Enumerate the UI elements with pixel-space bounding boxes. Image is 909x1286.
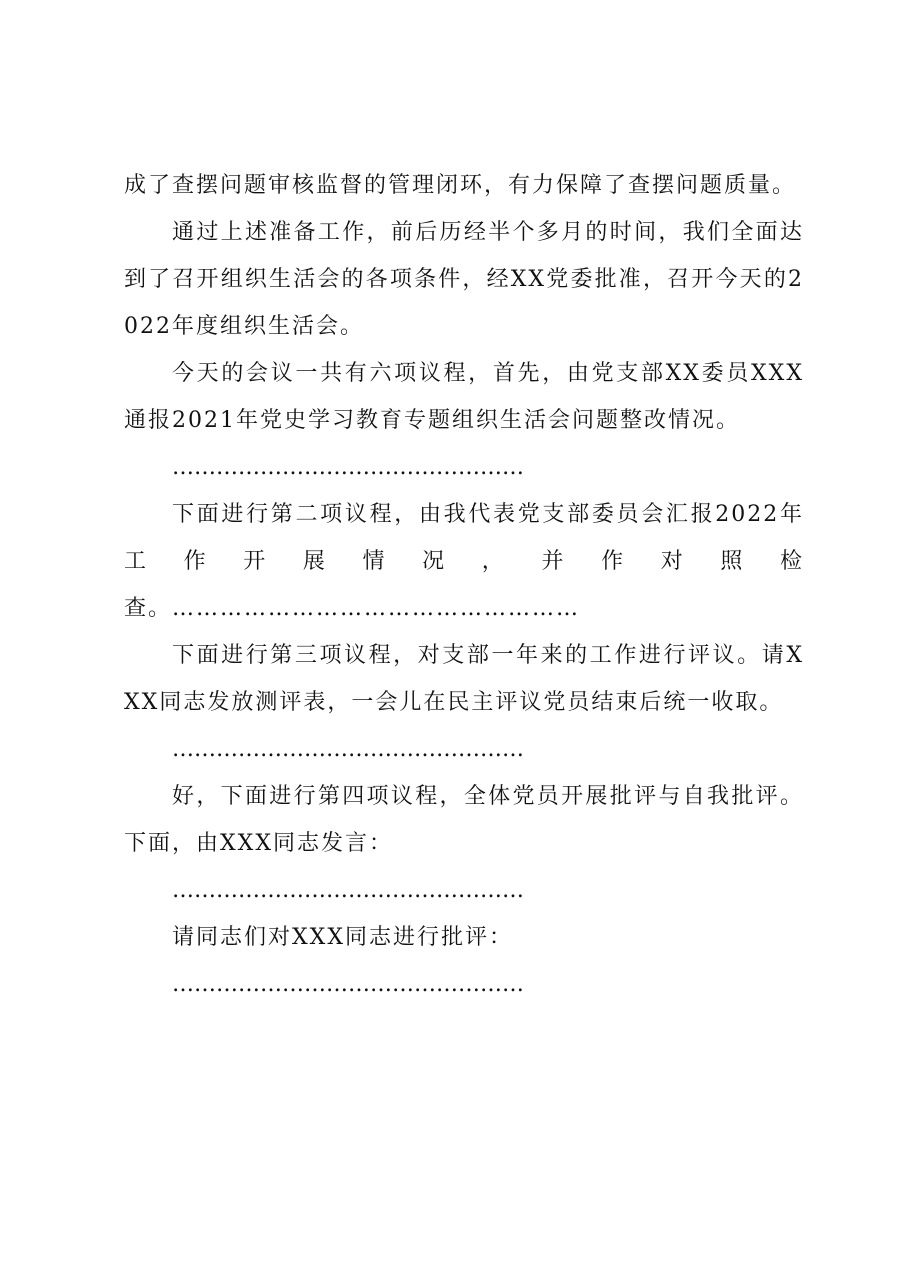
ellipsis-line: ………………………………………… (172, 972, 524, 997)
paragraph-preparation-summary: 通过上述准备工作，前后历经半个多月的时间，我们全面达到了召开组织生活会的各项条件，经XX党委批准，召开今天的2022年度组织生活会。 (124, 220, 804, 339)
paragraph-agenda-item-3: 下面进行第三项议程，对支部一年来的工作进行评议。请XXX同志发放测评表，一会儿在民主评议党员结束后统一收取。 (124, 643, 804, 715)
paragraph-continuation: 成了查摆问题审核监督的管理闭环，有力保障了查摆问题质量。 (124, 173, 797, 198)
ellipsis-line: ………………………………………… (172, 878, 524, 903)
ellipsis-line: ………………………………………… (172, 455, 524, 480)
ellipsis-line: ………………………………………… (172, 737, 524, 762)
paragraph-agenda-item-4: 好，下面进行第四项议程，全体党员开展批评与自我批评。下面，由XXX同志发言： (124, 784, 804, 856)
document-body (124, 162, 804, 1008)
paragraph-agenda-item-2: 下面进行第二项议程，由我代表党支部委员会汇报2022年工作开展情况，并作对照检查。…………………………………………… (124, 502, 804, 621)
paragraph-agenda-intro: 今天的会议一共有六项议程，首先，由党支部XX委员XXX通报2021年党史学习教育专题组织生活会问题整改情况。 (124, 361, 804, 433)
paragraph-criticism-request: 请同志们对XXX同志进行批评： (172, 925, 513, 950)
